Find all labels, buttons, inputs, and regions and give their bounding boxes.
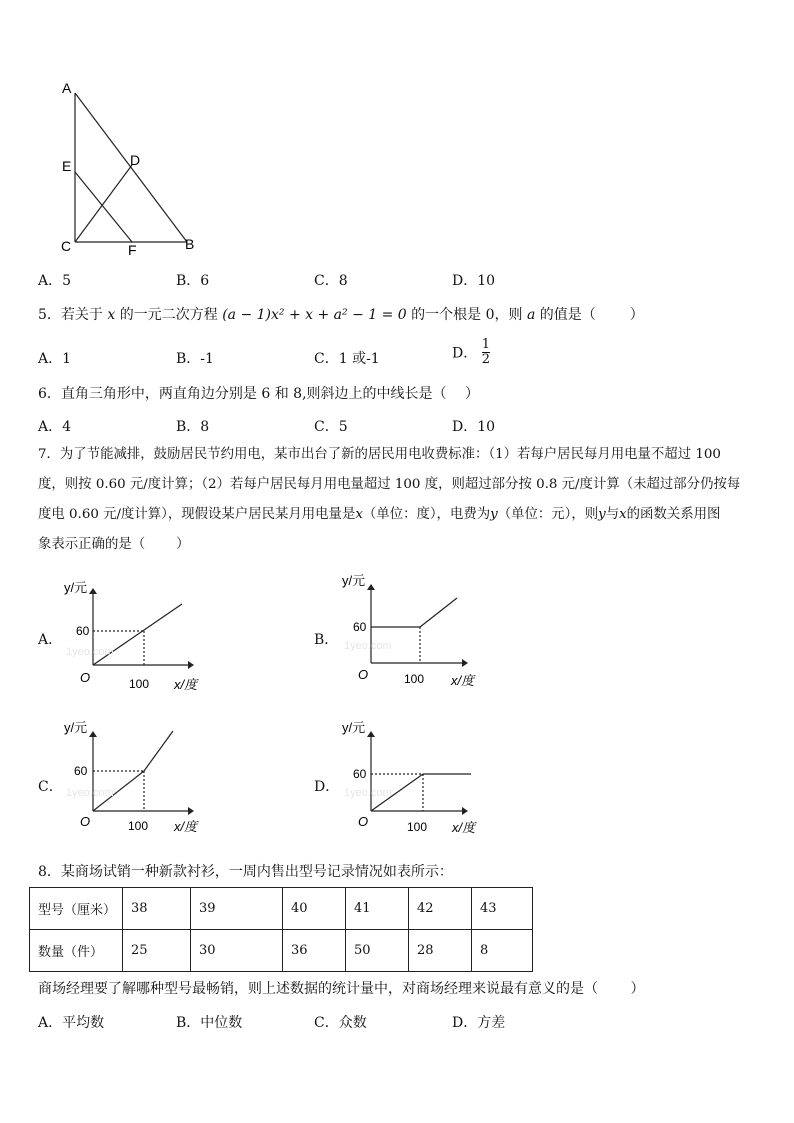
point-e-label: E <box>62 158 72 174</box>
svg-text:O: O <box>358 814 369 829</box>
q5-option-a: A．1 <box>38 351 72 367</box>
svg-text:O: O <box>80 670 91 685</box>
svg-text:1yeo.com: 1yeo.com <box>344 787 392 799</box>
question-8: 8．某商场试销一种新款衬衫，一周内售出型号记录情况如表所示： <box>38 864 453 880</box>
q5-option-b: B．-1 <box>176 351 214 367</box>
q7-option-b: B． <box>314 632 339 648</box>
svg-text:100: 100 <box>407 820 428 834</box>
shirt-size-table <box>29 887 533 972</box>
q6-option-a: A．4 <box>38 419 72 435</box>
svg-text:x/度: x/度 <box>451 673 475 688</box>
svg-text:100: 100 <box>128 819 149 833</box>
point-d-label: D <box>130 152 141 168</box>
svg-text:60: 60 <box>76 624 90 638</box>
point-a-label: A <box>62 80 72 96</box>
svg-text:x/度: x/度 <box>452 820 476 835</box>
q7-option-a: A． <box>38 632 63 648</box>
table-row: 数量（件） 25 30 36 50 28 8 <box>30 930 533 972</box>
graph-b <box>338 567 498 697</box>
graph-d <box>338 716 498 841</box>
fraction-one-half: $\frac{1}{2}$ <box>481 337 490 367</box>
q8-option-d: D．方差 <box>452 1015 506 1031</box>
svg-text:100: 100 <box>129 677 150 691</box>
q8-option-b: B．中位数 <box>176 1015 243 1031</box>
q6-option-c: C．5 <box>314 419 348 435</box>
table-row: 型号（厘米） 38 39 40 41 42 43 <box>30 888 533 930</box>
point-f-label: F <box>128 242 137 258</box>
graph-c <box>60 716 220 841</box>
triangle-figure <box>55 75 215 260</box>
q6-option-b: B．8 <box>176 419 210 435</box>
q4-option-c: C．8 <box>314 273 348 289</box>
svg-text:60: 60 <box>353 620 367 634</box>
q7-option-c: C． <box>38 779 63 795</box>
svg-text:60: 60 <box>353 767 367 781</box>
q5-option-d: D． $\frac{1}{2}$ <box>452 337 490 367</box>
question-8-prompt: 商场经理要了解哪种型号最畅销，则上述数据的统计量中，对商场经理来说最有意义的是（ ） <box>38 981 645 997</box>
q5-equation: (a − 1)x² + x + a² − 1 = 0 <box>222 307 407 323</box>
svg-text:y/元: y/元 <box>64 720 88 735</box>
question-7: 7．为了节能减排，鼓励居民节约用电，某市出台了新的居民用电收费标准：（1）若每户居民每月用电量不超过 100 度，则按 0.60 元/度计算；（2）若每户居民每月用电量超过 100 度，则超过部分按 0.8 元/度计算（未超过部分仍按每 度电 0.60 元/度计算），现假设某户居民某月用电量是x（单位：度），电费为y（单位：元），则y与x的函数关系用图 象表示正确的是（ ） <box>38 447 741 552</box>
question-5: 5．若关于 x 的一元二次方程 (a − 1)x² + x + a² − 1 = 0 的一个根是 0，则 a 的值是（ ） <box>38 307 644 323</box>
svg-text:y/元: y/元 <box>342 573 366 588</box>
point-c-label: C <box>61 238 72 254</box>
svg-text:60: 60 <box>74 764 88 778</box>
svg-text:1yeo.com: 1yeo.com <box>66 787 114 799</box>
q6-option-d: D．10 <box>452 419 496 435</box>
q8-option-a: A．平均数 <box>38 1015 105 1031</box>
graph-a <box>60 572 220 697</box>
question-6: 6．直角三角形中，两直角边分别是 6 和 8,则斜边上的中线长是（ ） <box>38 386 479 402</box>
svg-text:O: O <box>80 814 91 829</box>
q4-option-d: D．10 <box>452 273 496 289</box>
q4-option-a: A．5 <box>38 273 72 289</box>
q4-option-b: B．6 <box>176 273 210 289</box>
svg-text:O: O <box>358 667 369 682</box>
q7-option-d: D． <box>314 779 340 795</box>
svg-text:x/度: x/度 <box>174 819 198 834</box>
svg-text:100: 100 <box>404 672 425 686</box>
svg-text:y/元: y/元 <box>342 720 366 735</box>
point-b-label: B <box>185 236 195 252</box>
svg-text:y/元: y/元 <box>64 580 88 595</box>
q8-option-c: C．众数 <box>314 1015 367 1031</box>
svg-text:x/度: x/度 <box>174 677 198 692</box>
q5-option-c: C．1 或-1 <box>314 351 380 367</box>
svg-text:1yeo.com: 1yeo.com <box>66 646 114 658</box>
svg-text:1yeo.com: 1yeo.com <box>344 640 392 652</box>
